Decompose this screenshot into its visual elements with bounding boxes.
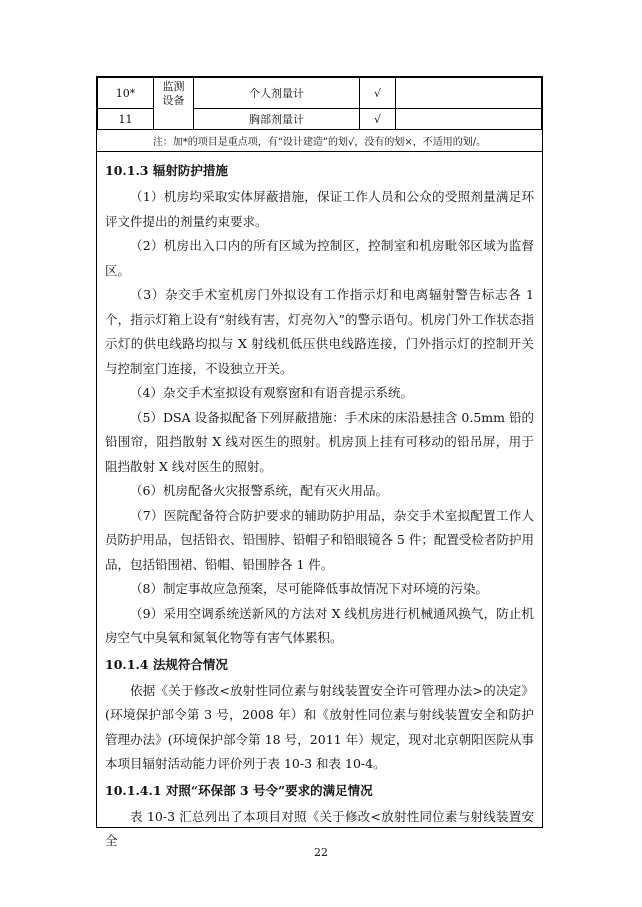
row-number: 11 <box>98 109 154 130</box>
paragraph: （2）机房出入口内的所有区域为控制区，控制室和机房毗邻区域为监督区。 <box>105 238 534 278</box>
table-note: 注：加*的项目是重点项，有“设计建造”的划√，没有的划×，不适用的划/。 <box>97 135 542 152</box>
paragraph: （9）采用空调系统送新风的方法对 X 线机房进行机械通风换气，防止机房空气中臭氧和氮氧化物等有害气体累积。 <box>105 605 534 645</box>
section-heading: 10.1.3 辐射防护措施 <box>105 163 228 178</box>
page-number: 22 <box>314 846 328 859</box>
row-mark: √ <box>360 109 396 130</box>
row-item: 胸部剂量计 <box>194 109 360 130</box>
paragraph: （6）机房配备火灾报警系统，配有灭火用品。 <box>130 483 388 498</box>
paragraph: （1）机房均采取实体屏蔽措施，保证工作人员和公众的受照剂量满足环评文件提出的剂量约束要求。 <box>105 189 534 229</box>
paragraph: （3）杂交手术室机房门外拟设有工作指示灯和电离辐射警告标志各 1 个，指示灯箱上设有“射线有害，灯亮勿入”的警示语句。机房门外工作状态指示灯的供电线路均拟与 X 射线机低压供电线路连接，门外指示灯的控制开关与控制室门连接，不设独立开关。 <box>105 287 534 376</box>
paragraph: （8）制定事故应急预案，尽可能降低事故情况下对环境的污染。 <box>130 581 488 596</box>
row-extra <box>396 109 542 130</box>
content <box>105 157 534 854</box>
row-item: 个人剂量计 <box>194 78 360 109</box>
table-row <box>98 78 542 109</box>
paragraph: （4）杂交手术室拟设有观察窗和有语音提示系统。 <box>130 385 413 400</box>
paragraph: （5）DSA 设备拟配备下列屏蔽措施：手术床的床沿悬挂含 0.5mm 铅的铅围帘，阻挡散射 X 线对医生的照射。机房顶上挂有可移动的铅吊屏，用于阻挡散射 X 线对医生的照射。 <box>105 409 534 474</box>
paragraph: 表 10-3 汇总列出了本项目对照《关于修改<放射性同位素与射线装置安全 <box>105 808 534 848</box>
checklist-table <box>97 77 542 130</box>
section-heading: 10.1.4 法规符合情况 <box>105 656 228 672</box>
paragraph: （7）医院配备符合防护要求的辅助防护用品，杂交手术室拟配置工作人员防护用品，包括铅衣、铅围脖、铅帽子和铅眼镜各 5 件；配置受检者防护用品，包括铅围裙、铅帽、铅围脖各 1 件。 <box>105 507 534 572</box>
row-category: 监测 设备 <box>154 78 194 130</box>
row-mark: √ <box>360 78 396 109</box>
section-heading: 10.1.4.1 对照“环保部 3 号令”要求的满足情况 <box>105 782 373 798</box>
row-extra <box>396 78 542 109</box>
row-number: 10* <box>98 78 154 109</box>
page-frame <box>96 76 543 848</box>
paragraph: 依据《关于修改<放射性同位素与射线装置安全许可管理办法>的决定》(环境保护部令第 3 号，2008 年）和《放射性同位素与射线装置安全和防护管理办法》(环境保护部令第 18 号，2011 年）规定，现对北京朝阳医院从事本项目辐射活动能力评价列于表 10-3 和表 10-4。 <box>105 682 534 771</box>
